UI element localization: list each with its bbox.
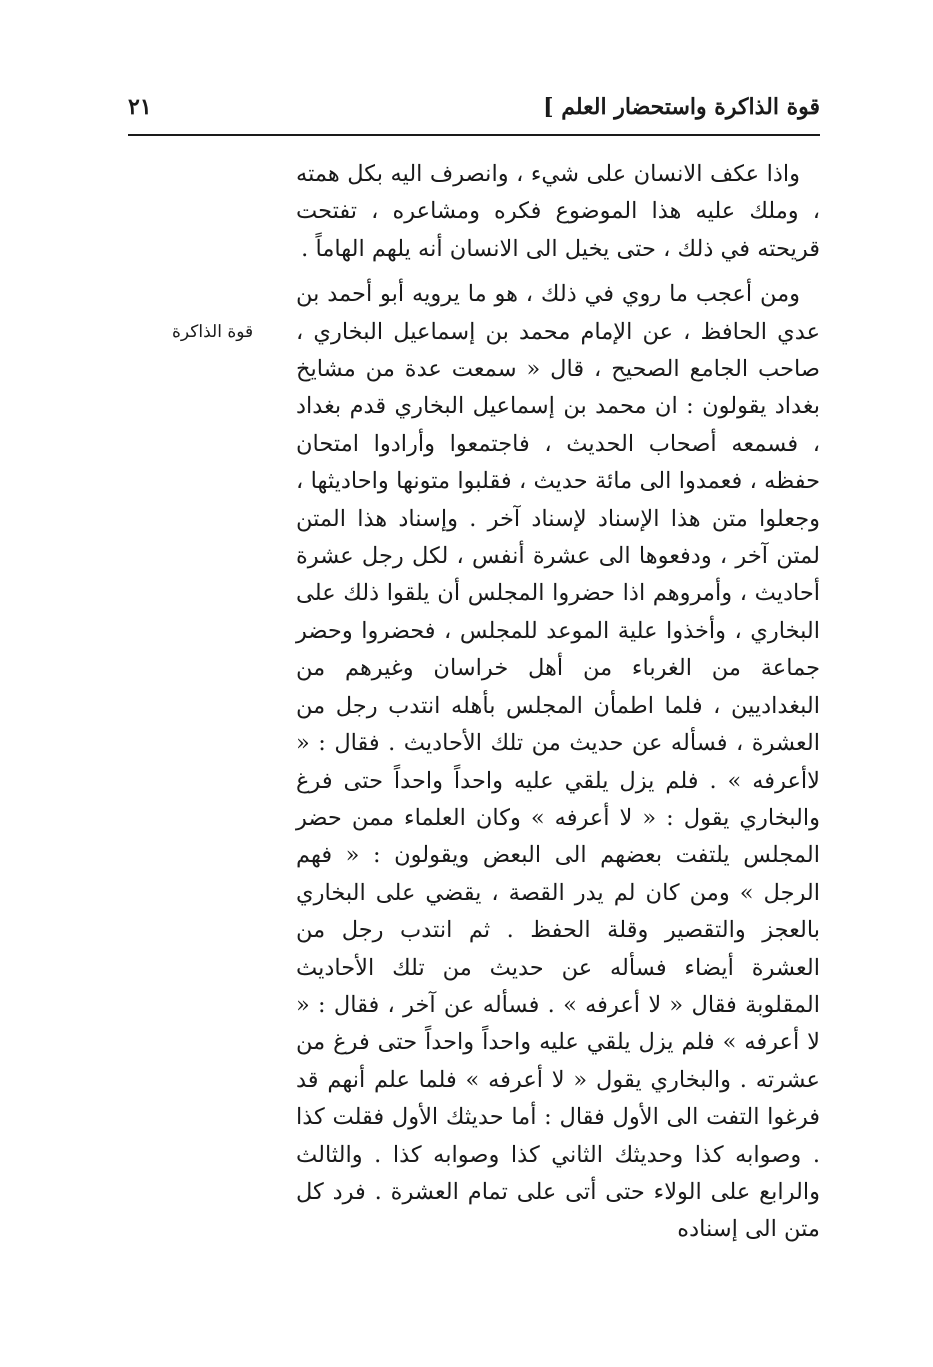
header-rule bbox=[128, 134, 820, 136]
paragraph-1: واذا عكف الانسان على شيء ، وانصرف اليه بكل همته ، وملك عليه هذا الموضوع فكره ومشاعره ، تفتحت قريحته في ذلك ، حتى يخيل الى الانسان أنه يلهم الهاماً . bbox=[296, 161, 820, 262]
running-title: قوة الذاكرة واستحضار العلم ] bbox=[543, 94, 820, 120]
body-text bbox=[296, 156, 820, 1249]
page-number: ٢١ bbox=[128, 94, 152, 120]
paragraph-2: ومن أعجب ما روي في ذلك ، هو ما يرويه أبو أحمد بن عدي الحافظ ، عن الإمام محمد بن إسماعيل البخاري ، صاحب الجامع الصحيح ، قال « سمعت عدة من مشايخ بغداد يقولون : ان محمد بن إسماعيل البخاري قدم بغداد ، فسمعه أصحاب الحديث ، فاجتمعوا وأرادوا امتحان حفظه ، فعمدوا الى مائة حديث ، فقلبوا متونها واحاديثها ، وجعلوا متن هذا الإسناد لإسناد آخر . وإسناد هذا المتن لمتن آخر ، ودفعوها الى عشرة أنفس ، لكل رجل عشرة أحاديث ، وأمروهم اذا حضروا المجلس أن يلقوا ذلك على البخاري ، وأخذوا علية الموعد للمجلس ، فحضروا وحضر جماعة من الغرباء من أهل خراسان وغيرهم من البغداديين ، فلما اطمأن المجلس بأهله انتدب رجل من العشرة ، فسأله عن حديث من تلك الأحاديث . فقال : « لاأعرفه » . فلم يزل يلقي عليه واحداً واحداً حتى فرغ والبخاري يقول : « لا أعرفه » وكان العلماء ممن حضر المجلس يلتفت بعضهم الى البعض ويقولون : « فهم الرجل » ومن كان لم يدر القصة ، يقضي على البخاري بالعجز والتقصير وقلة الحفظ . ثم انتدب رجل من العشرة أيضاء فسأله عن حديث من تلك الأحاديث المقلوبة فقال « لا أعرفه » . فسأله عن آخر ، فقال : « لا أعرفه » فلم يزل يلقي عليه واحداً واحداً حتى فرغ من عشرته . والبخاري يقول « لا أعرفه » فلما علم أنهم قد فرغوا التفت الى الأول فقال : أما حديثك الأول فقلت كذا . وصوابه كذا وحديثك الثاني كذا وصوابه كذا . والثالث والرابع على الولاء حتى أتى على تمام العشرة . فرد كل متن الى إسناده bbox=[296, 281, 820, 1243]
margin-note: قوة الذاكرة bbox=[172, 322, 254, 342]
page-header bbox=[128, 92, 820, 128]
